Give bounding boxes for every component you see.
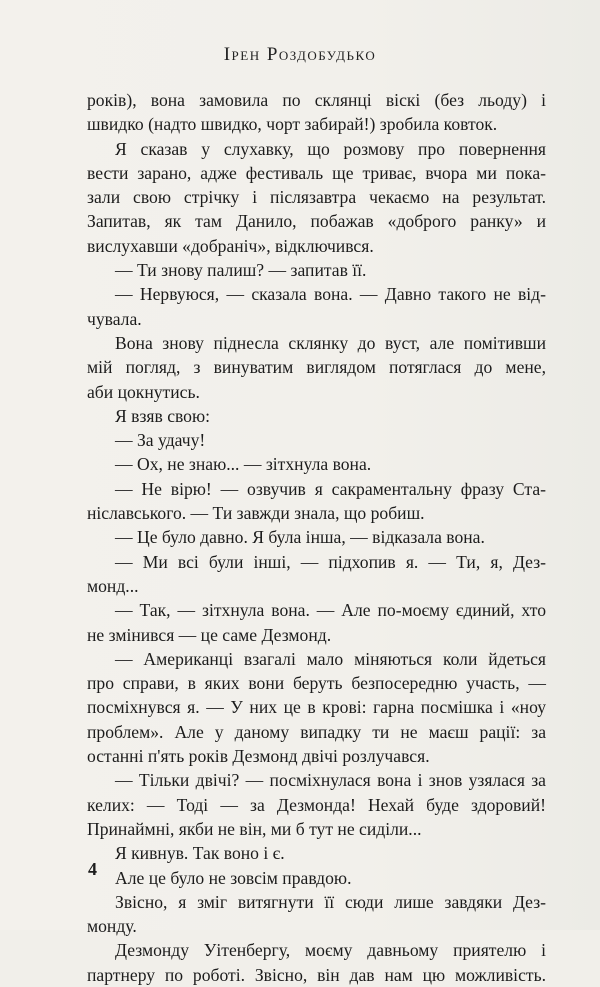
text-line: Дезмонду Уітенбергу, моєму давньому приятелю і: [115, 940, 546, 961]
text-line: мій погляд, з винуватим виглядом потяглася до мене,: [87, 357, 546, 378]
text-line: — Ох, не знаю... — зітхнула вона.: [115, 454, 372, 475]
text-line: — Ти знову палиш? — запитав її.: [115, 260, 367, 281]
text-line: вести зарано, адже фестиваль ще триває, вчора ми пока-: [87, 162, 546, 183]
text-line: — Тільки двічі? — посміхнулася вона і знов узялася за: [115, 770, 546, 791]
text-line: проблем». Але у даному випадку ти не маєш рації: за: [87, 721, 546, 742]
text-line: — За удачу!: [115, 430, 206, 451]
text-line: партнеру по роботі. Звісно, він дав нам цю можливість.: [87, 964, 546, 985]
text-line: Я кивнув. Так воно і є.: [115, 843, 285, 864]
text-line: останні п'ять років Дезмонд двічі розлучався.: [87, 746, 430, 767]
text-line: про справи, в яких вони беруть безпосередню участь, —: [87, 673, 546, 694]
text-line: — Ми всі були інші, — підхопив я. — Ти, я, Дез-: [115, 551, 546, 572]
text-line: — Не вірю! — озвучив я сакраментальну фразу Ста-: [115, 478, 546, 499]
text-line: Я сказав у слухавку, що розмову про повернення: [115, 138, 546, 159]
text-line: років), вона замовила по склянці віскі (без льоду) і: [87, 90, 546, 110]
text-line: Запитав, як там Данило, побажав «доброго ранку» и: [87, 211, 546, 232]
text-line: швидко (надто швидко, чорт забирай!) зробила ковток.: [87, 114, 498, 135]
text-line: — Це було давно. Я була інша, — відказала вона.: [115, 527, 485, 548]
text-line: аби цокнутись.: [87, 381, 200, 402]
text-line: — Нервуюся, — сказала вона. — Давно такого не від-: [115, 284, 546, 305]
text-line: Але це було не зовсім правдою.: [115, 867, 352, 888]
text-line: посміхнувся я. — У них це в крові: гарна посмішка і «ноу: [87, 697, 546, 718]
body-text: [87, 88, 546, 987]
text-line: — Так, — зітхнула вона. — Але по-моєму єдиний, хто: [115, 600, 546, 621]
running-head-author: Ірен Роздобудько: [223, 44, 377, 65]
page-number: 4: [88, 859, 97, 879]
text-line: — Американці взагалі мало міняються коли йдеться: [115, 648, 546, 669]
text-line: вислухавши «добраніч», відключився.: [87, 235, 374, 256]
text-line: монду.: [87, 916, 137, 937]
text-line: чувала.: [87, 308, 142, 329]
text-line: Вона знову піднесла склянку до вуст, але помітивши: [115, 332, 546, 353]
text-line: ніславського. — Ти завжди знала, що робиш.: [87, 503, 425, 524]
text-line: не змінився — це саме Дезмонд.: [87, 624, 332, 645]
text-line: Звісно, я зміг витягнути її сюди лише завдяки Дез-: [115, 891, 546, 912]
text-line: Я взяв свою:: [115, 405, 211, 426]
text-line: монд...: [87, 575, 139, 596]
text-line: зали свою стрічку і післязавтра чекаємо на результат.: [87, 187, 546, 208]
text-line: Принаймні, якби не він, ми б тут не сиділи...: [87, 818, 422, 839]
text-line: келих: — Тоді — за Дезмонда! Нехай буде здоровий!: [87, 794, 546, 815]
